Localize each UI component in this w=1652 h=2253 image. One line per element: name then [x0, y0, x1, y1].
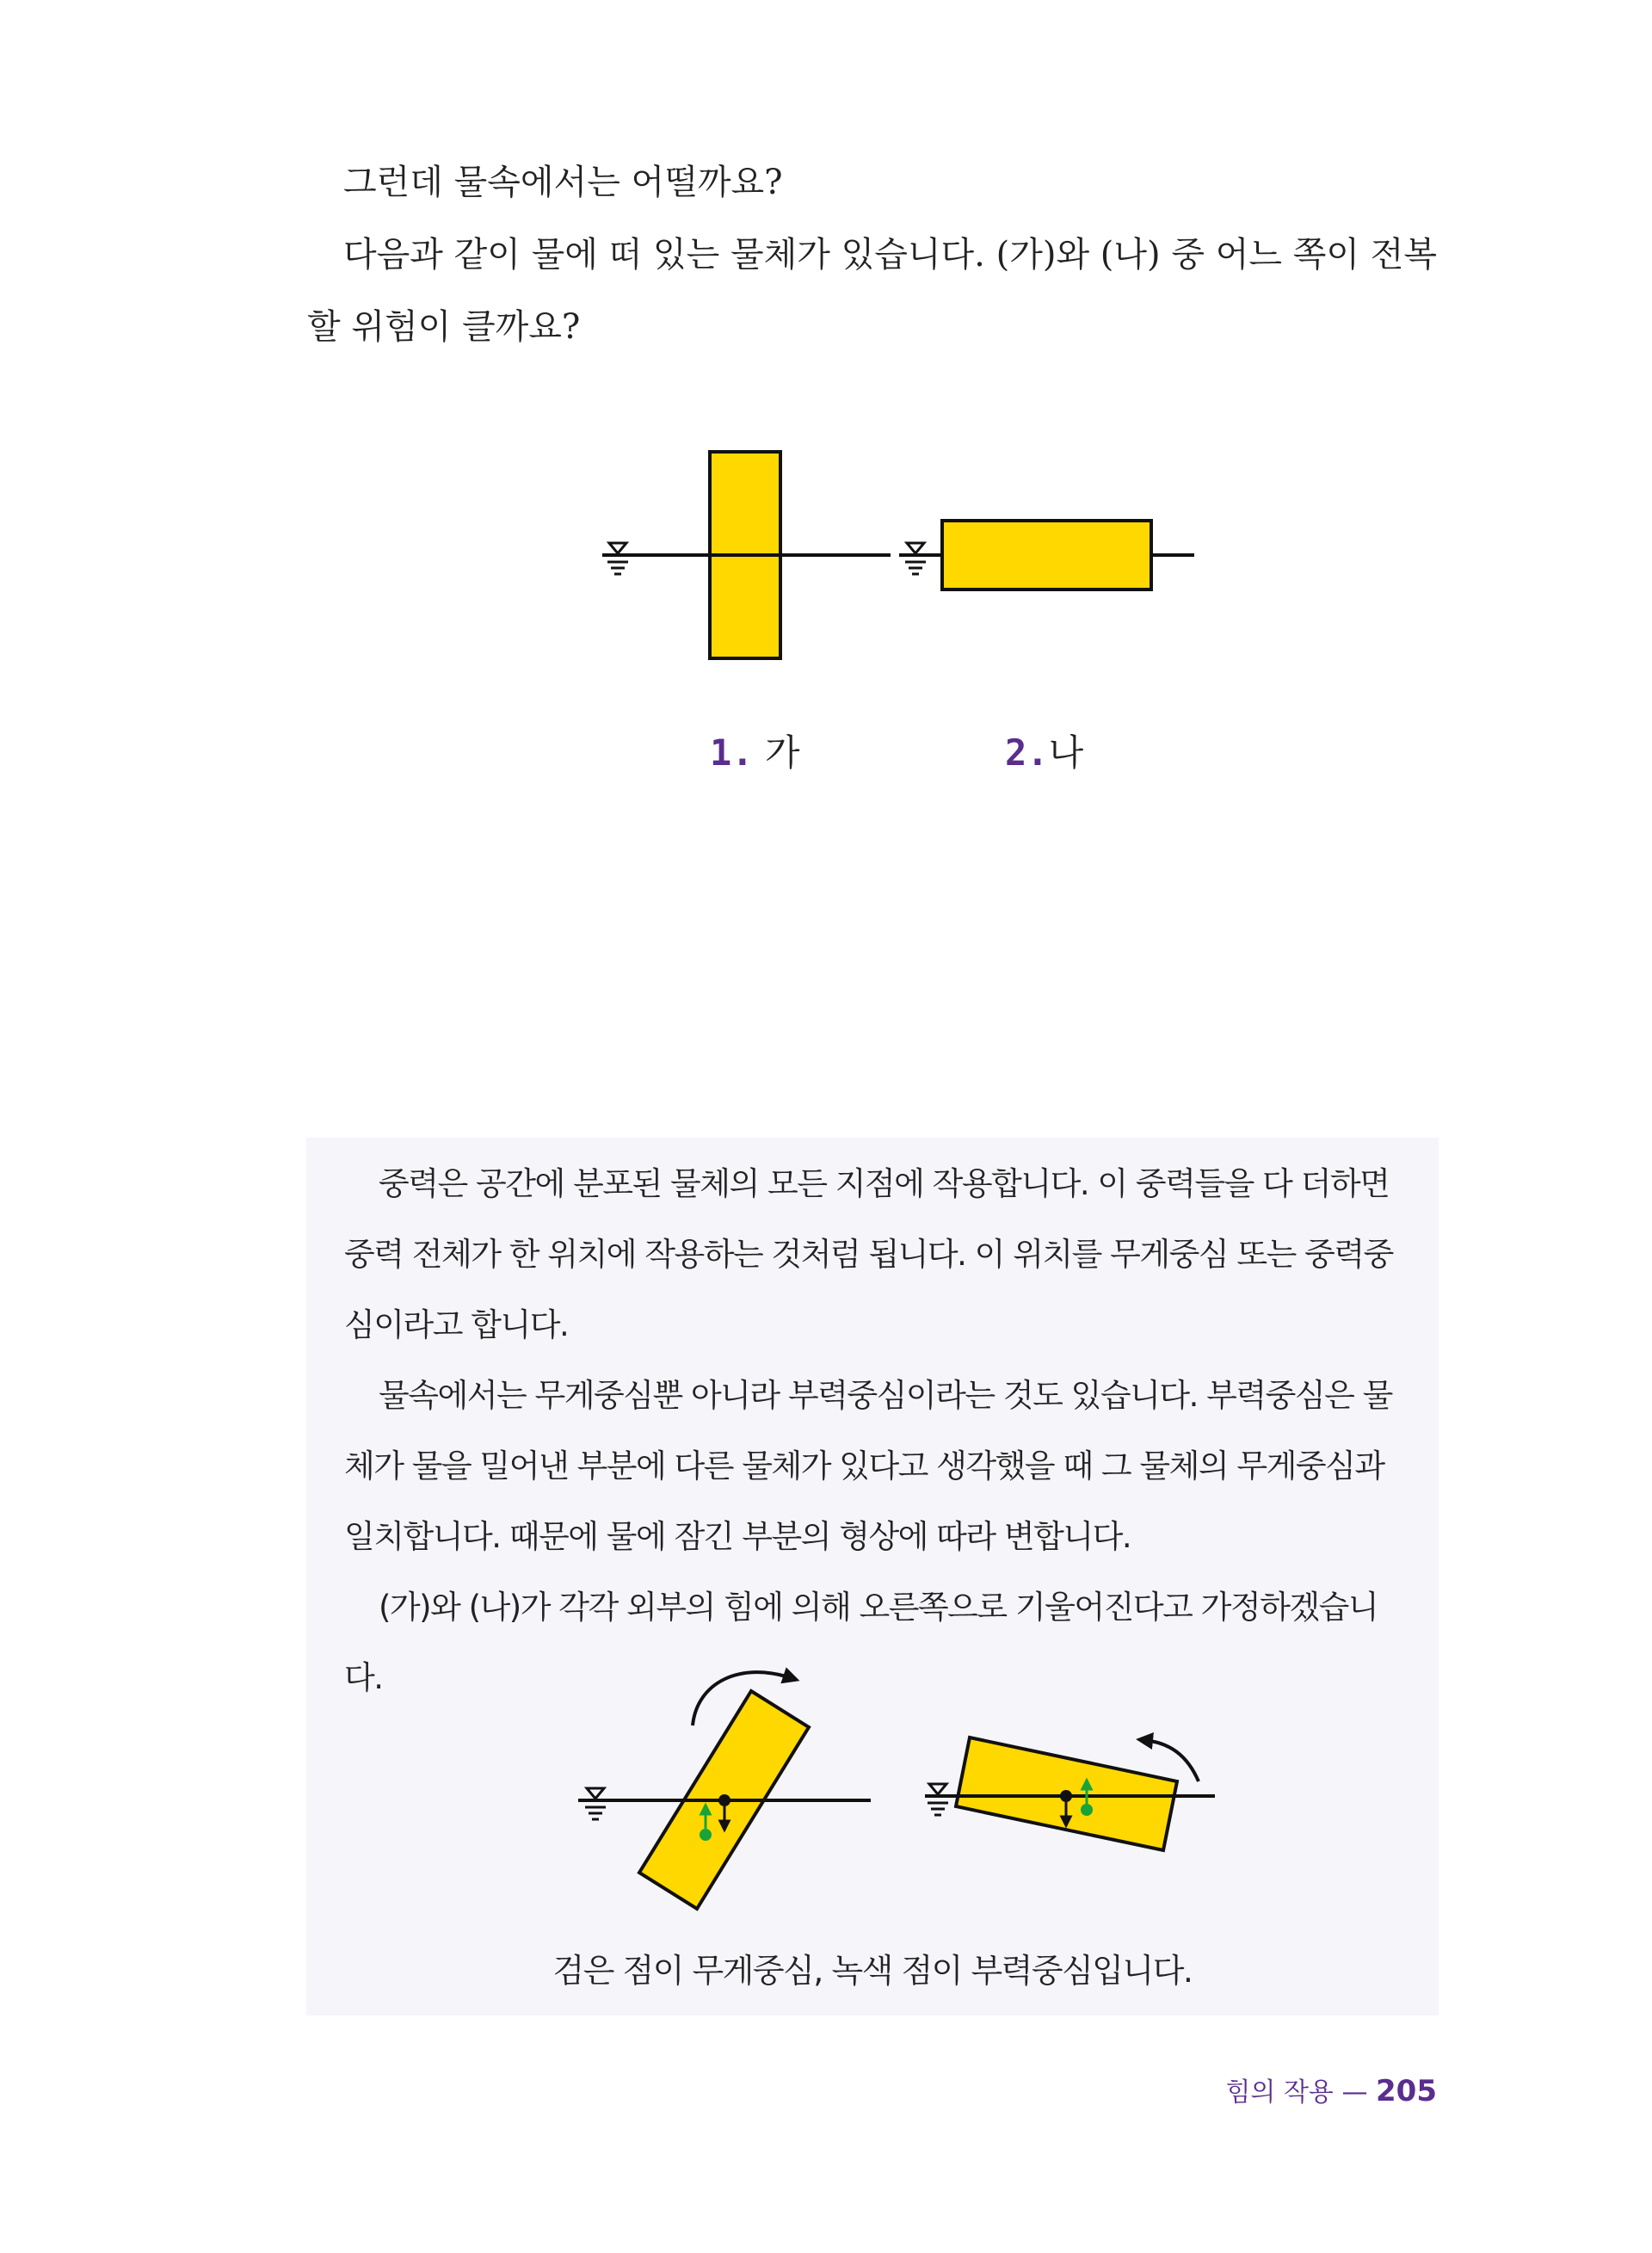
chapter-title: 힘의 작용: [1225, 2077, 1334, 2108]
water-level-icon: [585, 1788, 606, 1819]
option-ga-text: 가: [764, 731, 800, 774]
box-paragraph-2: 물속에서는 무게중심뿐 아니라 부력중심이라는 것도 있습니다. 부력중심은 물체가 물을 밀어낸 부분에 다른 물체가 있다고 생각했을 때 그 물체의 무게중심과 일치합니다. 때문에 물에 잠긴 부분의 형상에 따라 변합니다.: [344, 1377, 1392, 1555]
option-ga-number: 1.: [710, 731, 754, 774]
tilted-body-na: [925, 1738, 1215, 1850]
center-of-gravity-dot: [1060, 1790, 1072, 1802]
center-of-buoyancy-dot: [1081, 1804, 1093, 1816]
intro-paragraph-1: 그런데 물속에서는 어떨까요?: [343, 163, 783, 202]
intro-paragraph-2: 다음과 같이 물에 떠 있는 물체가 있습니다. (가)와 (나) 중 어느 쪽이 전복할 위험이 클까요?: [307, 235, 1437, 347]
box-paragraph-1: 중력은 공간에 분포된 물체의 모든 지점에 작용합니다. 이 중력들을 다 더하면 중력 전체가 한 위치에 작용하는 것처럼 됩니다. 이 위치를 무게중심 또는 중력중심이라고 합니다.: [344, 1165, 1393, 1343]
center-of-buoyancy-dot: [700, 1829, 712, 1841]
box-paragraph-3: (가)와 (나)가 각각 외부의 힘에 의해 오른쪽으로 기울어진다고 가정하겠습니다.: [344, 1589, 1378, 1696]
page-footer: [1225, 2070, 1437, 2114]
option-na-text: 나: [1048, 731, 1084, 774]
center-of-gravity-dot: [718, 1794, 730, 1806]
figure-caption: 검은 점이 무게중심, 녹색 점이 부력중심입니다.: [552, 1952, 1193, 1990]
water-level-icon: [928, 1784, 948, 1815]
page-number: 205: [1376, 2074, 1437, 2108]
option-na-number: 2.: [1005, 731, 1049, 774]
footer-separator: —: [1341, 2077, 1368, 2108]
tilted-body-ga: [578, 1672, 871, 1909]
